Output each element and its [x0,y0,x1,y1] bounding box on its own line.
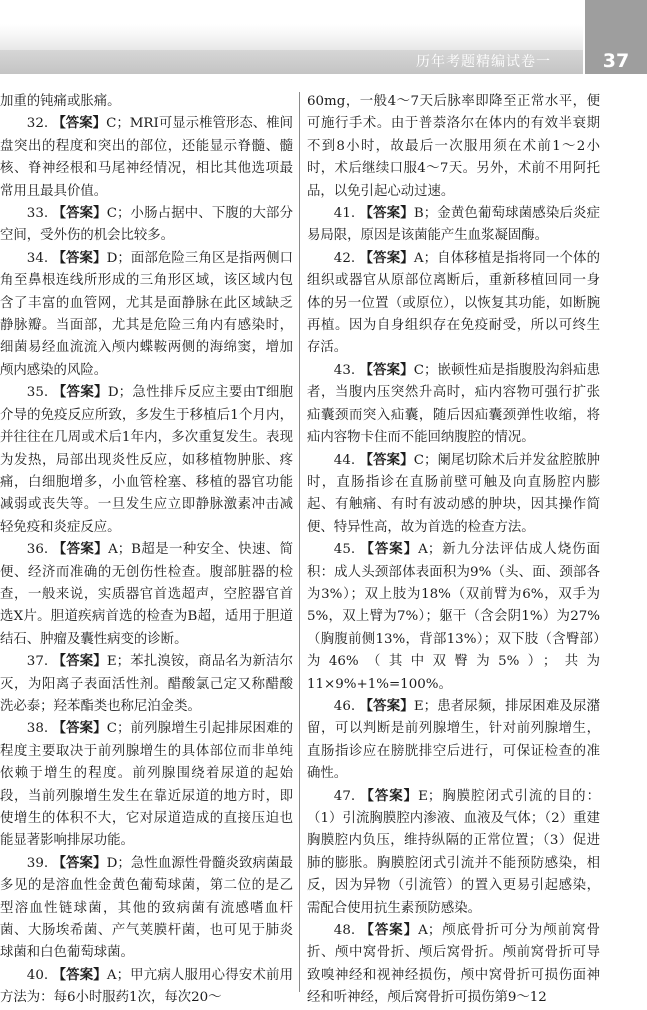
right-text-column [307,91,600,1010]
question-number: 45. [333,542,361,558]
answer-paragraph [0,651,293,718]
left-text-column [0,91,293,1010]
answer-paragraph [307,920,600,1010]
answer-tag: 【答案】 [359,698,414,714]
answer-text: A；颅底骨折可分为颅前窝骨折、颅中窝骨折、颅后窝骨折。颅前窝骨折可导致嗅神经和视神经损伤，颅中窝骨折可损伤面神经和听神经，颅后窝骨折可损伤第9～12 [307,923,601,1006]
question-number: 36. [26,542,53,558]
answer-text: C；阑尾切除术后并发盆腔脓肿时，直肠指诊在直肠前壁可触及向直肠腔内膨起、有触痛、有时有波动感的肿块，因其操作简便、特异性高，故为首选的检查方法。 [307,452,600,535]
question-number: 44. [333,452,360,468]
answer-paragraph [0,718,293,852]
answer-tag: 【答案】 [52,855,107,871]
answer-text: C；小肠占据中、下腹的大部分空间，受外伤的机会比较多。 [0,206,293,244]
question-number: 46. [333,698,360,714]
answer-text: 加重的钝痛或胀痛。 [0,94,121,109]
answer-tag: 【答案】 [359,250,414,266]
answer-tag: 【答案】 [359,362,414,378]
answer-tag: 【答案】 [360,923,419,939]
answer-paragraph [307,203,600,248]
answer-text: B；金黄色葡萄球菌感染后炎症易局限，原因是该菌能产生血浆凝固酶。 [307,206,601,244]
answer-text: C；MRI可显示椎管形态、椎间盘突出的程度和突出的部位，还能显示脊髓、髓核、脊神经根和马尾神经情况，相比其他选项最常用且最具价值。 [0,116,294,199]
question-number: 33. [26,206,53,222]
answer-paragraph [0,248,293,382]
answer-tag: 【答案】 [52,385,108,401]
answer-paragraph [0,203,293,248]
answer-tag: 【答案】 [359,206,414,222]
answer-paragraph [0,113,293,203]
answer-tag: 【答案】 [52,250,107,266]
answer-paragraph [307,360,600,450]
answer-tag: 【答案】 [52,542,109,558]
answer-paragraph [0,965,293,1010]
answer-paragraph [0,539,293,651]
answer-text: E；患者尿频，排尿困难及尿潴留，可以判断是前列腺增生，针对前列腺增生，直肠指诊应在膀胱排空后进行，可保证检查的准确性。 [307,698,600,782]
question-number: 48. [333,923,361,939]
question-number: 40. [26,967,53,983]
answer-tag: 【答案】 [52,206,107,222]
question-number: 42. [333,250,360,266]
column-divider [299,92,300,992]
answer-paragraph [307,696,600,786]
answer-tag: 【答案】 [360,788,419,804]
answer-paragraph [307,450,600,540]
answer-paragraph [0,91,293,113]
answer-text: A；自体移植是指将同一个体的组织或器官从原部位离断后，重新移植回同一身体的另一位置（或原位），以恢复其功能，如断腕再植。因为自身组织存在免疫耐受，所以可终生存活。 [307,250,601,356]
answer-paragraph [307,786,600,920]
question-number: 37. [26,654,53,670]
answer-text: 60mg，一般4～7天后脉率即降至正常水平，便可施行手术。由于普萘洛尔在体内的有效半衰期不到8小时，故最后一次服用须在术前1～2小时，术后继续口服4～7天。另外，术前不用阿托品，以免引起心动过速。 [307,94,600,199]
answer-tag: 【答案】 [360,542,419,558]
question-number: 35. [26,385,53,401]
answer-text: A；B超是一种安全、快速、简便、经济而准确的无创伤性检查。腹部脏器的检查，一般来说，实质器官首选超声，空腔器官首选X片。胆道疾病首选的检查为B超，适用于胆道结石、肿瘤及囊性病变的诊断。 [0,542,293,647]
answer-paragraph [0,382,293,539]
answer-text: C；嵌顿性疝是指腹股沟斜疝患者，当腹内压突然升高时，疝内容物可强行扩张疝囊颈而突入疝囊，随后因疝囊颈弹性收缩，将疝内容物卡住而不能回纳腹腔的情况。 [307,362,600,446]
question-number: 47. [333,788,361,804]
answer-paragraph [0,853,293,965]
answer-paragraph [307,539,600,696]
answer-text: D；面部危险三角区是指两侧口角至鼻根连线所形成的三角形区域，该区域内包含了丰富的血管网，尤其是面静脉在此区域缺乏静脉瓣。当面部，尤其是危险三角内有感染时，细菌易经血流流入颅内蝶鞍两侧的海绵窦，增加颅内感染的风险。 [0,250,293,378]
question-number: 34. [26,250,53,266]
question-number: 32. [26,116,53,132]
question-number: 38. [26,721,53,737]
question-number: 43. [333,362,360,378]
question-number: 39. [26,855,53,871]
answer-tag: 【答案】 [359,452,414,468]
answer-tag: 【答案】 [52,116,107,132]
answer-tag: 【答案】 [52,654,107,670]
question-number: 41. [333,206,360,222]
answer-text: D；急性排斥反应主要由T细胞介导的免疫反应所致，多发生于移植后1个月内，并往往在几周或术后1年内，多次重复发生。表现为发热，局部出现炎性反应，如移植物肿胀、疼痛，白细胞增多，小血管栓塞、移植的器官功能减弱或丧失等。一旦发生应立即静脉激素冲击减轻免疫和炎症反应。 [0,385,294,535]
answer-text: E；胸膜腔闭式引流的目的：（1）引流胸膜腔内渗液、血液及气体；（2）重建胸膜腔内负压，维持纵隔的正常位置；（3）促进肺的膨胀。胸膜腔闭式引流并不能预防感染，相反，因为异物（引流管）的置入更易引起感染，需配合使用抗生素预防感染。 [307,788,600,916]
answer-tag: 【答案】 [52,721,107,737]
header-background [0,0,583,50]
answer-text: D；急性血源性骨髓炎致病菌最多见的是溶血性金黄色葡萄球菌，第二位的是乙型溶血性链球菌，其他的致病菌有流感嗜血杆菌、大肠埃希菌、产气荚膜杆菌，也可见于肺炎球菌和白色葡萄球菌。 [0,855,293,961]
answer-tag: 【答案】 [52,967,107,983]
answer-text: C；前列腺增生引起排尿困难的程度主要取决于前列腺增生的具体部位而非单纯依赖于增生的程度。前列腺围绕着尿道的起始段，当前列腺增生发生在靠近尿道的地方时，即使增生的体积不大，它对尿道造成的直接压迫也能显著影响排尿功能。 [0,721,293,849]
answer-paragraph [307,248,600,360]
answer-text: A；新九分法评估成人烧伤面积：成人头颈部体表面积为9%（头、面、颈部各为3%）；双上肢为18%（双前臂为6%，双手为5%，双上臂为7%）；躯干（含会阴1%）为27%（胸腹前侧13%，背部13%）；双下肢（含臀部）为46%（其中双臀为5%）；共为11×9%+1%=100%。 [307,542,601,692]
page-number: 37 [602,50,630,72]
answer-text: A；甲亢病人服用心得安术前用方法为：每6小时服药1次，每次20～ [0,967,294,1006]
answer-paragraph [307,91,600,203]
running-header-title: 历年考题精编试卷一 [416,54,551,70]
answer-text: E；苯扎溴铵，商品名为新洁尔灭，为阳离子表面活性剂。醋酸氯己定又称醋酸洗必泰；羟苯酯类也称尼泊金类。 [0,654,293,714]
